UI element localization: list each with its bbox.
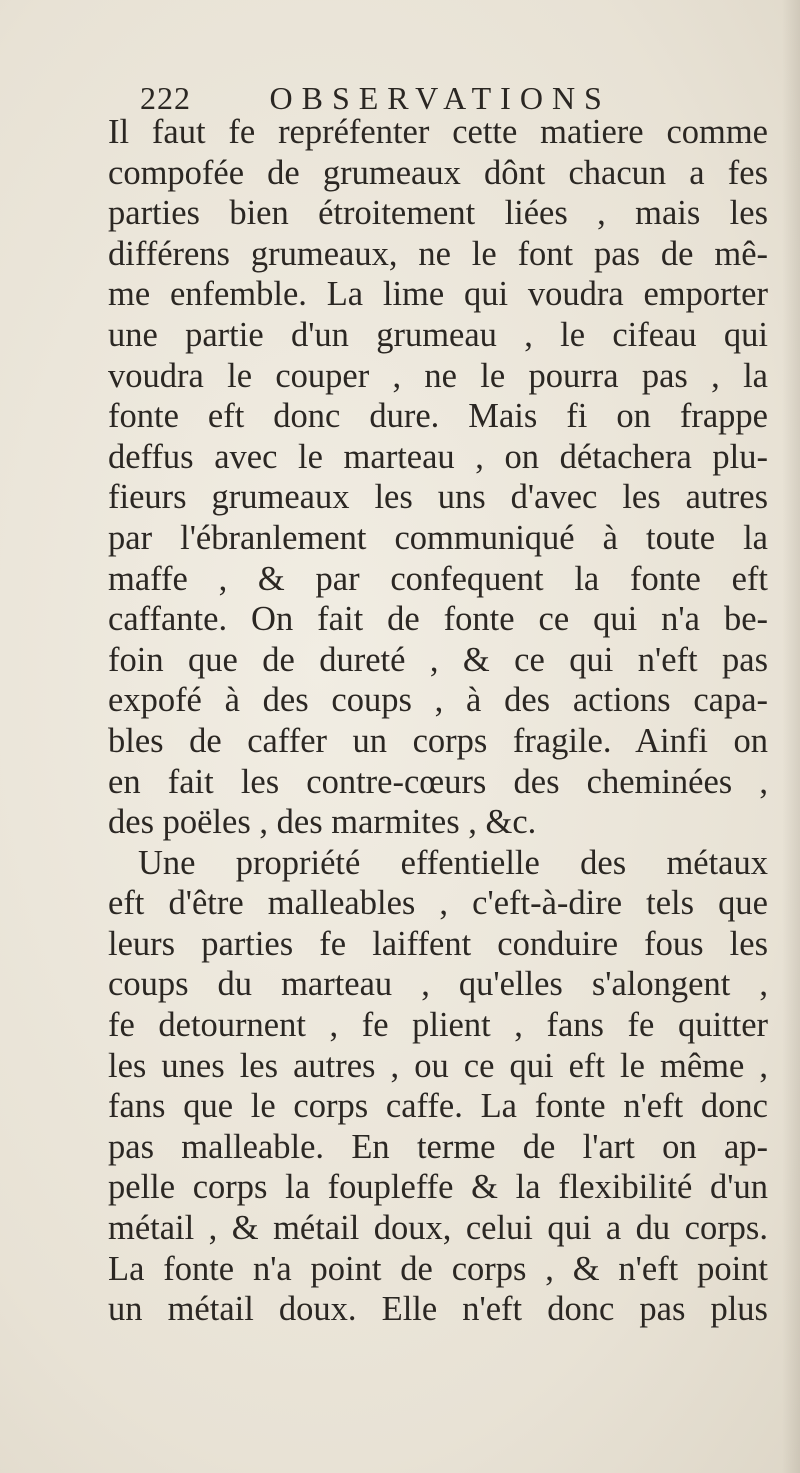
text-line: foin que de dureté , & ce qui n'eft pas bbox=[108, 640, 768, 679]
text-line: La fonte n'a point de corps , & n'eft point bbox=[108, 1249, 768, 1288]
running-title: OBSERVATIONS bbox=[269, 80, 611, 116]
text-line: pelle corps la foupleffe & la flexibilité d'un bbox=[108, 1168, 768, 1207]
text-line: me enfemble. La lime qui voudra emporter bbox=[108, 275, 768, 314]
page-edge-shadow bbox=[782, 0, 800, 1473]
text-line: caffante. On fait de fonte ce qui n'a be- bbox=[108, 600, 768, 639]
text-line: bles de caffer un corps fragile. Ainfi on bbox=[108, 721, 768, 760]
body-text bbox=[108, 112, 768, 1330]
text-line: un métail doux. Elle n'eft donc pas plus bbox=[108, 1290, 768, 1329]
text-line: eft d'être malleables , c'eft-à-dire tels que bbox=[108, 884, 768, 923]
text-line: différens grumeaux, ne le font pas de mê- bbox=[108, 234, 768, 273]
text-line: pas malleable. En terme de l'art on ap- bbox=[108, 1127, 768, 1166]
text-line: une partie d'un grumeau , le cifeau qui bbox=[108, 315, 768, 354]
text-line: par l'ébranlement communiqué à toute la bbox=[108, 518, 768, 557]
text-line: les unes les autres , ou ce qui eft le même , bbox=[108, 1046, 768, 1085]
text-line: en fait les contre-cœurs des cheminées , bbox=[108, 762, 768, 801]
text-line: fans que le corps caffe. La fonte n'eft donc bbox=[108, 1087, 768, 1126]
text-line: voudra le couper , ne le pourra pas , la bbox=[108, 356, 768, 395]
text-line: Il faut fe repréfenter cette matiere comme bbox=[108, 113, 768, 151]
page-number: 222 bbox=[140, 80, 191, 116]
text-line: maffe , & par confequent la fonte eft bbox=[108, 559, 768, 598]
text-line: des poëles , des marmites , &c. bbox=[108, 803, 537, 842]
text-line: fieurs grumeaux les uns d'avec les autres bbox=[108, 478, 768, 517]
text-line: compofée de grumeaux dônt chacun a fes bbox=[108, 153, 768, 192]
text-line: leurs parties fe laiffent conduire fous les bbox=[108, 924, 768, 963]
text-line: fonte eft donc dure. Mais fi on frappe bbox=[108, 397, 768, 436]
text-line: métail , & métail doux, celui qui a du corps. bbox=[108, 1209, 768, 1248]
text-line: Une propriété effentielle des métaux bbox=[138, 843, 768, 882]
text-line: expofé à des coups , à des actions capa- bbox=[108, 681, 768, 720]
text-line: parties bien étroitement liées , mais les bbox=[108, 194, 768, 233]
text-line: coups du marteau , qu'elles s'alongent , bbox=[108, 965, 768, 1004]
text-line: fe detournent , fe plient , fans fe quitter bbox=[108, 1006, 768, 1045]
text-line: deffus avec le marteau , on détachera plu- bbox=[108, 437, 768, 476]
